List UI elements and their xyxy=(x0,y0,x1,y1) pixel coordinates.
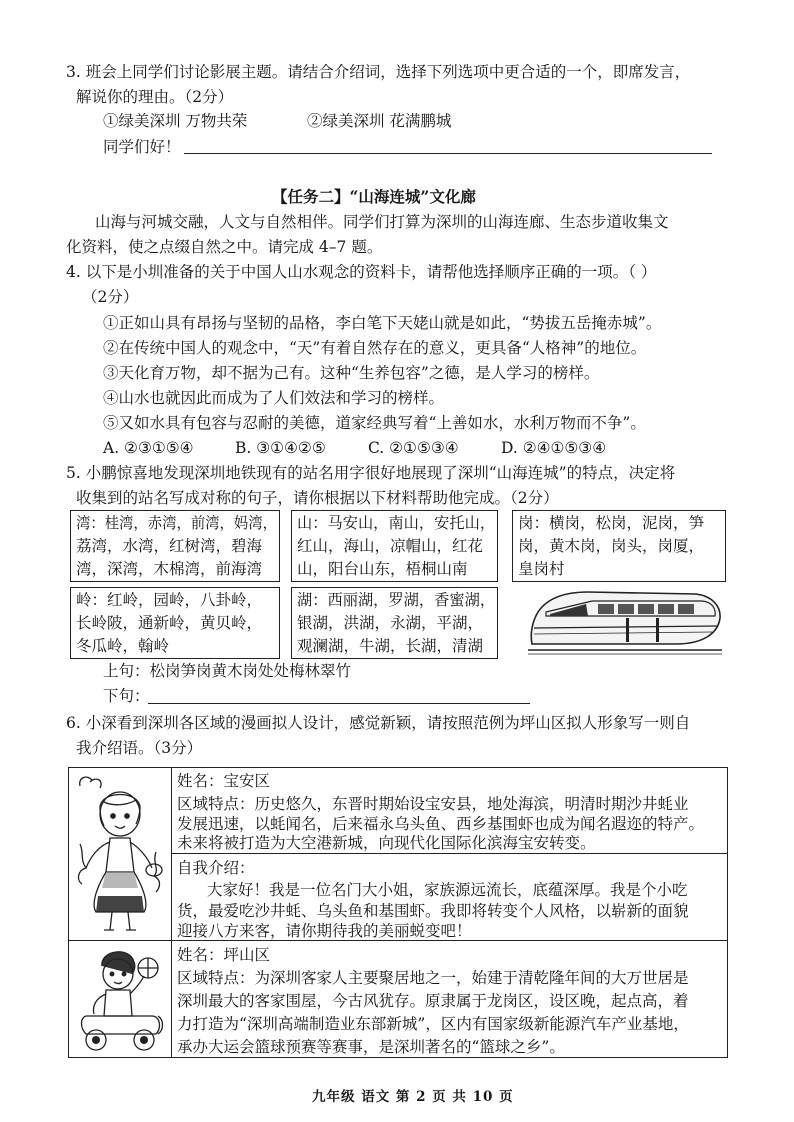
q3-option-2: ②绿美深圳 花满鹏城 xyxy=(307,112,452,130)
station-box-line: 岗：横岗，松岗，泥岗，笋 xyxy=(518,514,705,532)
baoan-character-illustration xyxy=(74,772,166,936)
table-divider xyxy=(171,767,172,1058)
q5-answer-line[interactable] xyxy=(148,703,530,704)
station-box-line: 湾，深湾，木棉湾，前海湾 xyxy=(76,560,263,578)
q5-line2: 收集到的站名写成对称的句子，请你根据以下材料帮助他完成。（2分） xyxy=(76,489,559,507)
q4-item: ⑤又如水具有包容与忍耐的美德，道家经典写着“上善如水，水利万物而不争”。 xyxy=(103,414,646,432)
q5-line1: 5. 小鹏惊喜地发现深圳地铁现有的站名用字很好地展现了深圳“山海连城”的特点，决定将 xyxy=(66,464,676,482)
baoan-self-intro-line: 大家好！我是一位名门大小姐，家族源远流长，底蕴深厚。我是个小吃 xyxy=(207,881,688,899)
pingshan-feature-line: 区域特点：为深圳客家人主要聚居地之一，始建于清乾隆年间的大万世居是 xyxy=(177,969,689,987)
station-box-line: 岗，黄木岗，岗头，岗厦， xyxy=(518,537,705,555)
baoan-feature-line: 发展迅速，以蚝闻名，后来福永乌头鱼、西乡基围虾也成为闻名遐迩的特产。 xyxy=(177,815,705,833)
baoan-self-intro-line: 货，最爱吃沙井蚝、乌头鱼和基围虾。我即将转变个人风格，以崭新的面貌 xyxy=(177,902,689,920)
page-footer: 九年级 语文 第 2 页 共 10 页 xyxy=(312,1089,514,1105)
pingshan-feature-line: 力打造为“深圳高端制造业东部新城”，区内有国家级新能源汽车产业基地， xyxy=(177,1015,689,1033)
station-box-hu xyxy=(291,587,498,659)
station-box-line: 红山，海山，凉帽山，红花 xyxy=(297,537,484,555)
station-box-line: 荔湾，水湾，红树湾，碧海 xyxy=(76,537,263,555)
station-box-shan xyxy=(291,510,498,582)
task2-intro-2: 化资料，使之点缀自然之中。请完成 4–7 题。 xyxy=(66,238,383,256)
q4-line2: （2分） xyxy=(82,288,139,306)
q4-choice-d[interactable]: D. ②④①⑤③④ xyxy=(501,439,607,457)
q4-item: ③天化育万物，却不据为己有。这种“生养包容”之德，是人学习的榜样。 xyxy=(103,364,600,382)
task2-title: 【任务二】“山海连城”文化廊 xyxy=(272,187,476,206)
q4-item: ④山水也就因此而成为了人们效法和学习的榜样。 xyxy=(103,389,445,407)
q3-line1: 3. 班会上同学们讨论影展主题。请结合介绍词，选择下列选项中更合适的一个，即席发言， xyxy=(66,63,691,81)
q3-line2: 解说你的理由。（2分） xyxy=(76,88,234,106)
q3-option-1: ①绿美深圳 万物共荣 xyxy=(103,112,248,130)
q5-lower-label: 下句： xyxy=(103,687,150,705)
station-box-line: 湾：桂湾，赤湾，前湾，妈湾， xyxy=(76,514,277,532)
station-box-ling xyxy=(70,587,280,659)
station-box-line: 岭：红岭，园岭，八卦岭， xyxy=(76,591,263,609)
baoan-self-intro-line: 迎接八方来客，请你期待我的美丽蜕变吧！ xyxy=(177,922,472,940)
baoan-self-intro-label: 自我介绍： xyxy=(177,859,255,877)
task2-intro-1: 山海与河城交融，人文与自然相伴。同学们打算为深圳的山海连廊、生态步道收集文 xyxy=(95,213,669,231)
q4-choice-c[interactable]: C. ②①⑤③④ xyxy=(368,439,459,457)
q4-item: ②在传统中国人的观念中，“天”有着自然存在的意义，更具备“人格神”的地位。 xyxy=(103,339,647,357)
pingshan-name: 姓名：坪山区 xyxy=(177,946,271,964)
station-box-line: 银湖，洪湖，永湖，平湖， xyxy=(297,614,484,632)
q4-line1: 4. 以下是小圳准备的关于中国人山水观念的资料卡，请帮他选择顺序正确的一项。（ ） xyxy=(66,263,657,281)
q4-item: ①正如山具有昂扬与坚韧的品格，李白笔下天姥山就是如此，“势拔五岳掩赤城”。 xyxy=(103,314,662,332)
station-box-wan xyxy=(70,510,280,582)
q5-upper-line: 上句：松岗笋岗黄木岗处处梅林翠竹 xyxy=(103,662,352,680)
q6-line2: 我介绍语。（3分） xyxy=(76,739,203,757)
station-box-line: 山，阳台山东，梧桐山南 xyxy=(297,560,468,578)
q3-answer-prompt: 同学们好！ xyxy=(103,138,181,156)
station-box-line: 皇岗村 xyxy=(518,560,565,578)
station-box-gang xyxy=(512,510,726,582)
station-box-line: 长岭陂，通新岭，黄贝岭， xyxy=(76,614,263,632)
train-illustration xyxy=(526,588,724,658)
station-box-line: 山：马安山，南山，安托山， xyxy=(297,514,496,532)
baoan-name: 姓名：宝安区 xyxy=(177,772,271,790)
pingshan-feature-line: 深圳最大的客家围屋，今古风犹存。原隶属于龙岗区，设区晚，起点高，着 xyxy=(177,992,689,1010)
station-box-line: 湖：西丽湖，罗湖，香蜜湖， xyxy=(297,591,496,609)
baoan-feature-line: 区域特点：历史悠久，东晋时期始设宝安县，地处海滨，明清时期沙井蚝业 xyxy=(177,795,689,813)
q3-answer-line[interactable] xyxy=(184,153,712,154)
pingshan-character-illustration xyxy=(74,944,166,1056)
q4-choice-b[interactable]: B. ③①④②⑤ xyxy=(235,439,326,457)
baoan-feature-line: 未来将被打造为大空港新城，向现代化国际化滨海宝安转变。 xyxy=(177,834,596,852)
q6-line1: 6. 小深看到深圳各区域的漫画拟人设计，感觉新颖，请按照范例为坪山区拟人形象写一则自 xyxy=(66,714,691,732)
pingshan-feature-line: 承办大运会篮球预赛等赛事，是深圳著名的“篮球之乡”。 xyxy=(177,1038,565,1056)
station-box-line: 冬瓜岭，翰岭 xyxy=(76,637,170,655)
station-box-line: 观澜湖，牛湖，长湖，清湖 xyxy=(297,637,484,655)
q4-choice-a[interactable]: A. ②③①⑤④ xyxy=(103,439,194,457)
